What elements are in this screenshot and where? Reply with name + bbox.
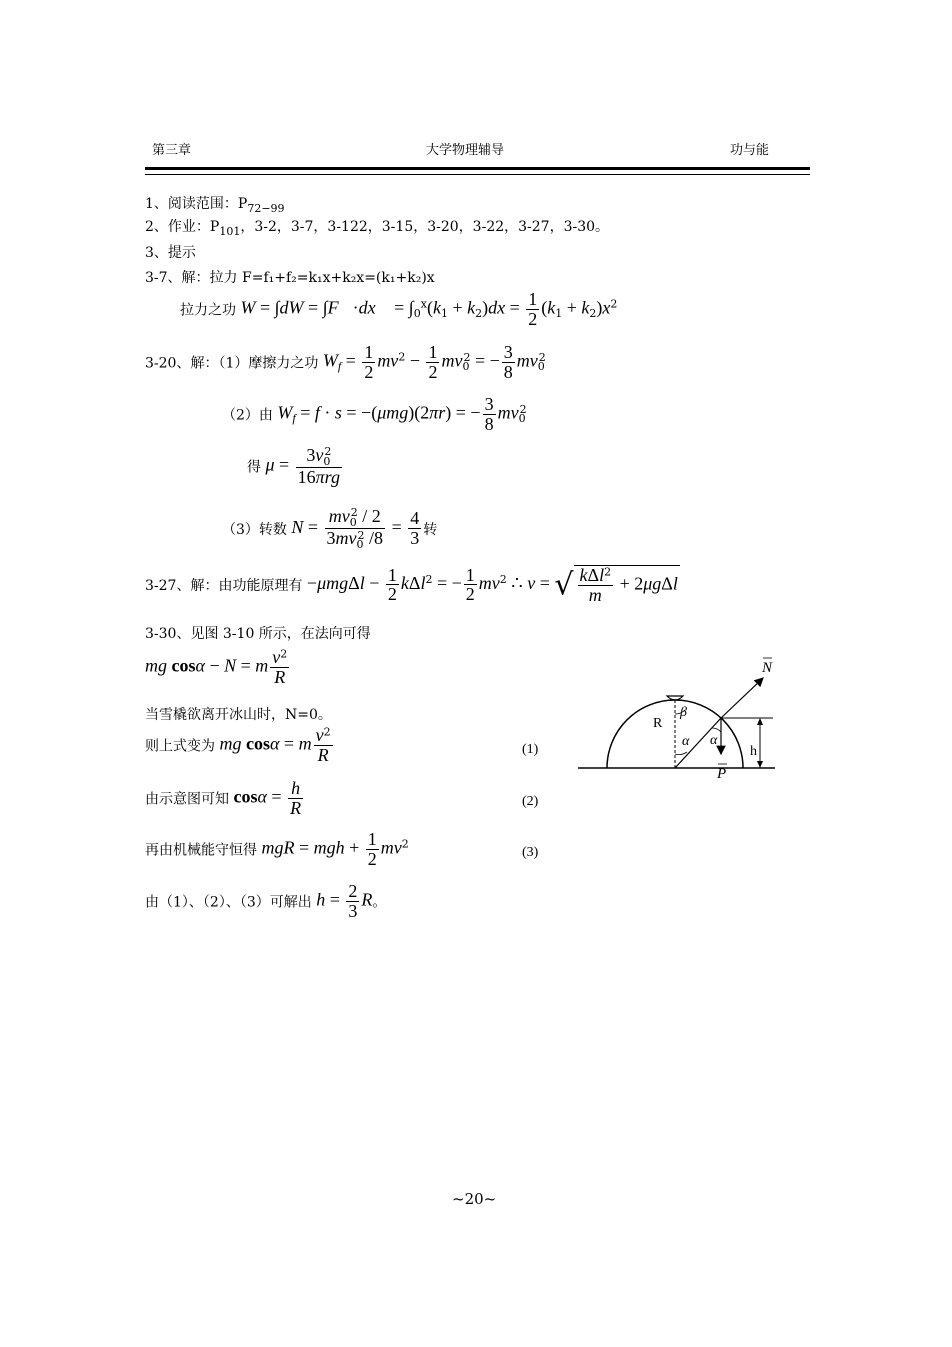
label-N: N [762,660,773,676]
final-solution: 由（1）、（2）、（3）可解出 h = $\frac{2}{3}$ R。 [145,881,387,921]
label-beta: β [680,705,687,720]
eq-number-3: (3) [522,845,539,860]
solution-3-30-intro: 3-30、见图 3-10 所示，在法向可得 [145,626,371,642]
solution-3-7-intro: 3-7、解：拉力 F=f₁+f₂=k₁x+k₂x=(k₁+k₂)x [145,270,435,286]
label-h: h [750,744,757,759]
label-alpha-center: α [682,734,690,749]
homework-list: 2、作业：$P_{101}$，3-2，3-7，3-122，3-15，3-20，3-22，3-27，3-30。 [145,219,610,238]
solution-3-20-part2: （2）由 Wf = f · s = −(μmg)(2πr) = − $\frac{3}{8}$ $mv_0^2$ [222,394,527,434]
header-chapter: 第三章 [152,143,192,158]
eq-number-1: (1) [522,742,539,757]
header-topic: 功与能 [730,143,770,158]
hints-heading: 3、提示 [145,245,196,261]
iceberg-figure [575,650,795,790]
page-number: ~20~ [452,1190,497,1208]
header-rule-thick [145,167,810,170]
header-rule-thin [145,174,810,175]
eq-3: 再由机械能守恒得 mgR = mgh + $\frac{1}{2}$ $mv^2$ [145,829,409,869]
eq-2: 由示意图可知 cosα = $\frac{h}{R}$ [145,778,302,818]
sled-leaving-text: 当雪橇欲离开冰山时，N=0。 [145,707,332,723]
label-R: R [653,716,663,731]
normal-force-arrow [721,678,763,718]
header-title: 大学物理辅导 [426,143,505,158]
solution-3-20-part1: 3-20、解：（1）摩擦力之功 Wf = $\frac{1}{2}$ $mv^2$ − $\frac{1}{2}$ $mv_0^2$ = − $\frac{3}{8}$ $mv_0^2$ [145,342,546,382]
eq-1: 则上式变为 mg cosα = m $\frac{v^2}{R}$ [145,725,331,765]
label-alpha-point: α [710,733,718,748]
eq-normal-force: mg cosα − N = m $\frac{v^2}{R}$ [145,647,288,687]
eq-number-2: (2) [522,794,539,809]
sled-shape [667,696,683,700]
label-P: P [717,766,727,782]
reading-range: 1、阅读范围：$P_{72-99}$ [145,196,285,215]
solution-3-7-work: 拉力之功 W = ∫dW = ∫F⃗·dx⃗ = $\int_0^x(k_1 + k_2)dx$ = $\frac{1}{2}$ $(k_1 + k_2)x^2$ [180,289,618,329]
solution-3-20-part3: （3）转数 N = $\frac{mv_0^2 / 2}{3mv_0^2 /8}$ = $\frac{4}{3}$ 转 [222,506,438,552]
solution-3-27: 3-27、解：由功能原理有 −μmgΔl − $\frac{1}{2}$ kΔl$^2$ = − $\frac{1}{2}$ $mv^2$ ∴ v = √ $\frac{k\Delta l^2}{m}$ + 2μgΔl [145,564,678,605]
solution-3-20-mu: 得 μ = $\frac{3v_0^2}{\text{16πrg}}$ [247,445,341,488]
